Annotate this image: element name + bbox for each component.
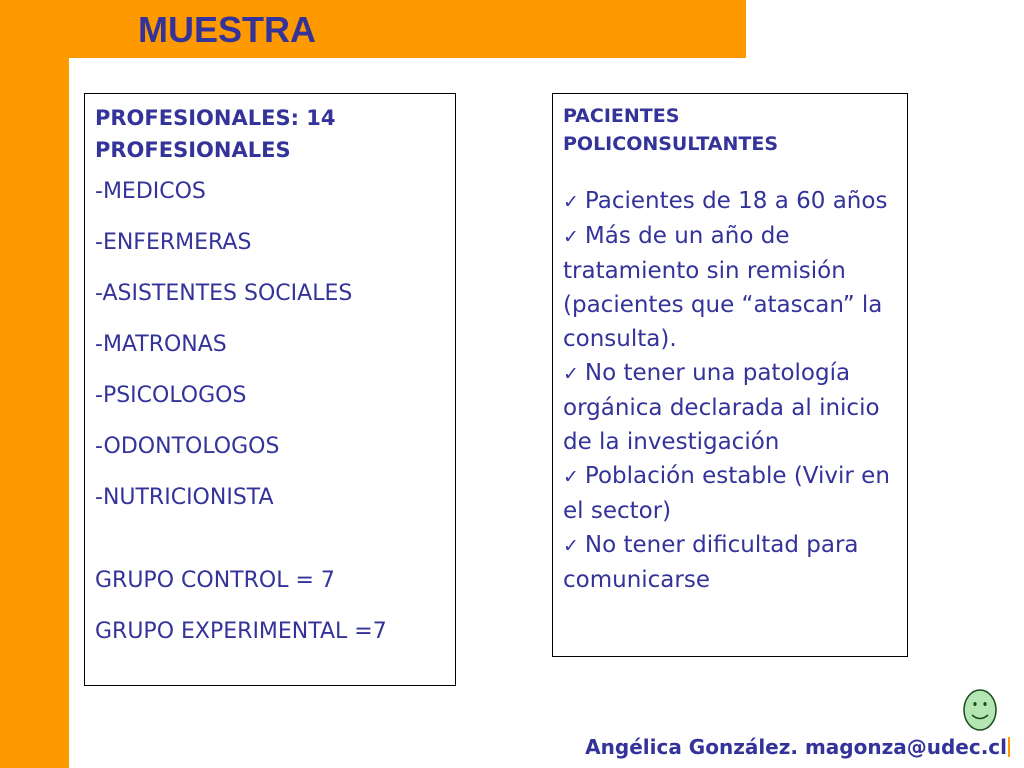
list-item: -NUTRICIONISTA bbox=[95, 485, 274, 510]
patients-box bbox=[552, 93, 908, 657]
list-item: -MEDICOS bbox=[95, 179, 206, 204]
criteria-text: Población estable (Vivir en el sector) bbox=[563, 463, 890, 524]
list-item: -ENFERMERAS bbox=[95, 230, 252, 255]
footer-author bbox=[585, 733, 1010, 761]
criteria-list bbox=[563, 184, 897, 597]
list-item bbox=[563, 356, 897, 459]
list-item bbox=[563, 184, 897, 219]
list-item: -MATRONAS bbox=[95, 332, 227, 357]
group-experimental: GRUPO EXPERIMENTAL =7 bbox=[95, 619, 387, 644]
list-item bbox=[563, 219, 897, 356]
list-item: -ASISTENTES SOCIALES bbox=[95, 281, 353, 306]
criteria-text: No tener una patología orgánica declarada al inicio de la investigación bbox=[563, 360, 880, 455]
list-item: -ODONTOLOGOS bbox=[95, 434, 280, 459]
list-item: -PSICOLOGOS bbox=[95, 383, 247, 408]
left-accent-bar bbox=[0, 0, 69, 768]
checkmark-icon: ✓ bbox=[563, 191, 579, 213]
checkmark-icon: ✓ bbox=[563, 535, 579, 557]
professionals-box bbox=[84, 93, 456, 686]
group-control: GRUPO CONTROL = 7 bbox=[95, 568, 335, 593]
text-cursor bbox=[1008, 737, 1010, 757]
criteria-text: Pacientes de 18 a 60 años bbox=[584, 188, 888, 214]
list-item bbox=[563, 528, 897, 597]
top-accent-bar bbox=[0, 0, 746, 58]
checkmark-icon: ✓ bbox=[563, 466, 579, 488]
smiley-face-icon bbox=[963, 689, 997, 731]
spacer bbox=[95, 533, 445, 565]
criteria-text: No tener dificultad para comunicarse bbox=[563, 532, 859, 593]
professionals-heading: PROFESIONALES: 14 PROFESIONALES bbox=[95, 106, 336, 162]
author-text: Angélica González. magonza@udec.cl bbox=[585, 735, 1007, 759]
criteria-text: Más de un año de tratamiento sin remisión (pacientes que “atascan” la consulta). bbox=[563, 223, 883, 352]
list-item bbox=[563, 459, 897, 528]
checkmark-icon: ✓ bbox=[563, 363, 579, 385]
patients-heading: PACIENTES POLICONSULTANTES bbox=[563, 105, 779, 155]
page-title: MUESTRA bbox=[138, 9, 316, 50]
professionals-list bbox=[95, 176, 445, 514]
checkmark-icon: ✓ bbox=[563, 226, 579, 248]
